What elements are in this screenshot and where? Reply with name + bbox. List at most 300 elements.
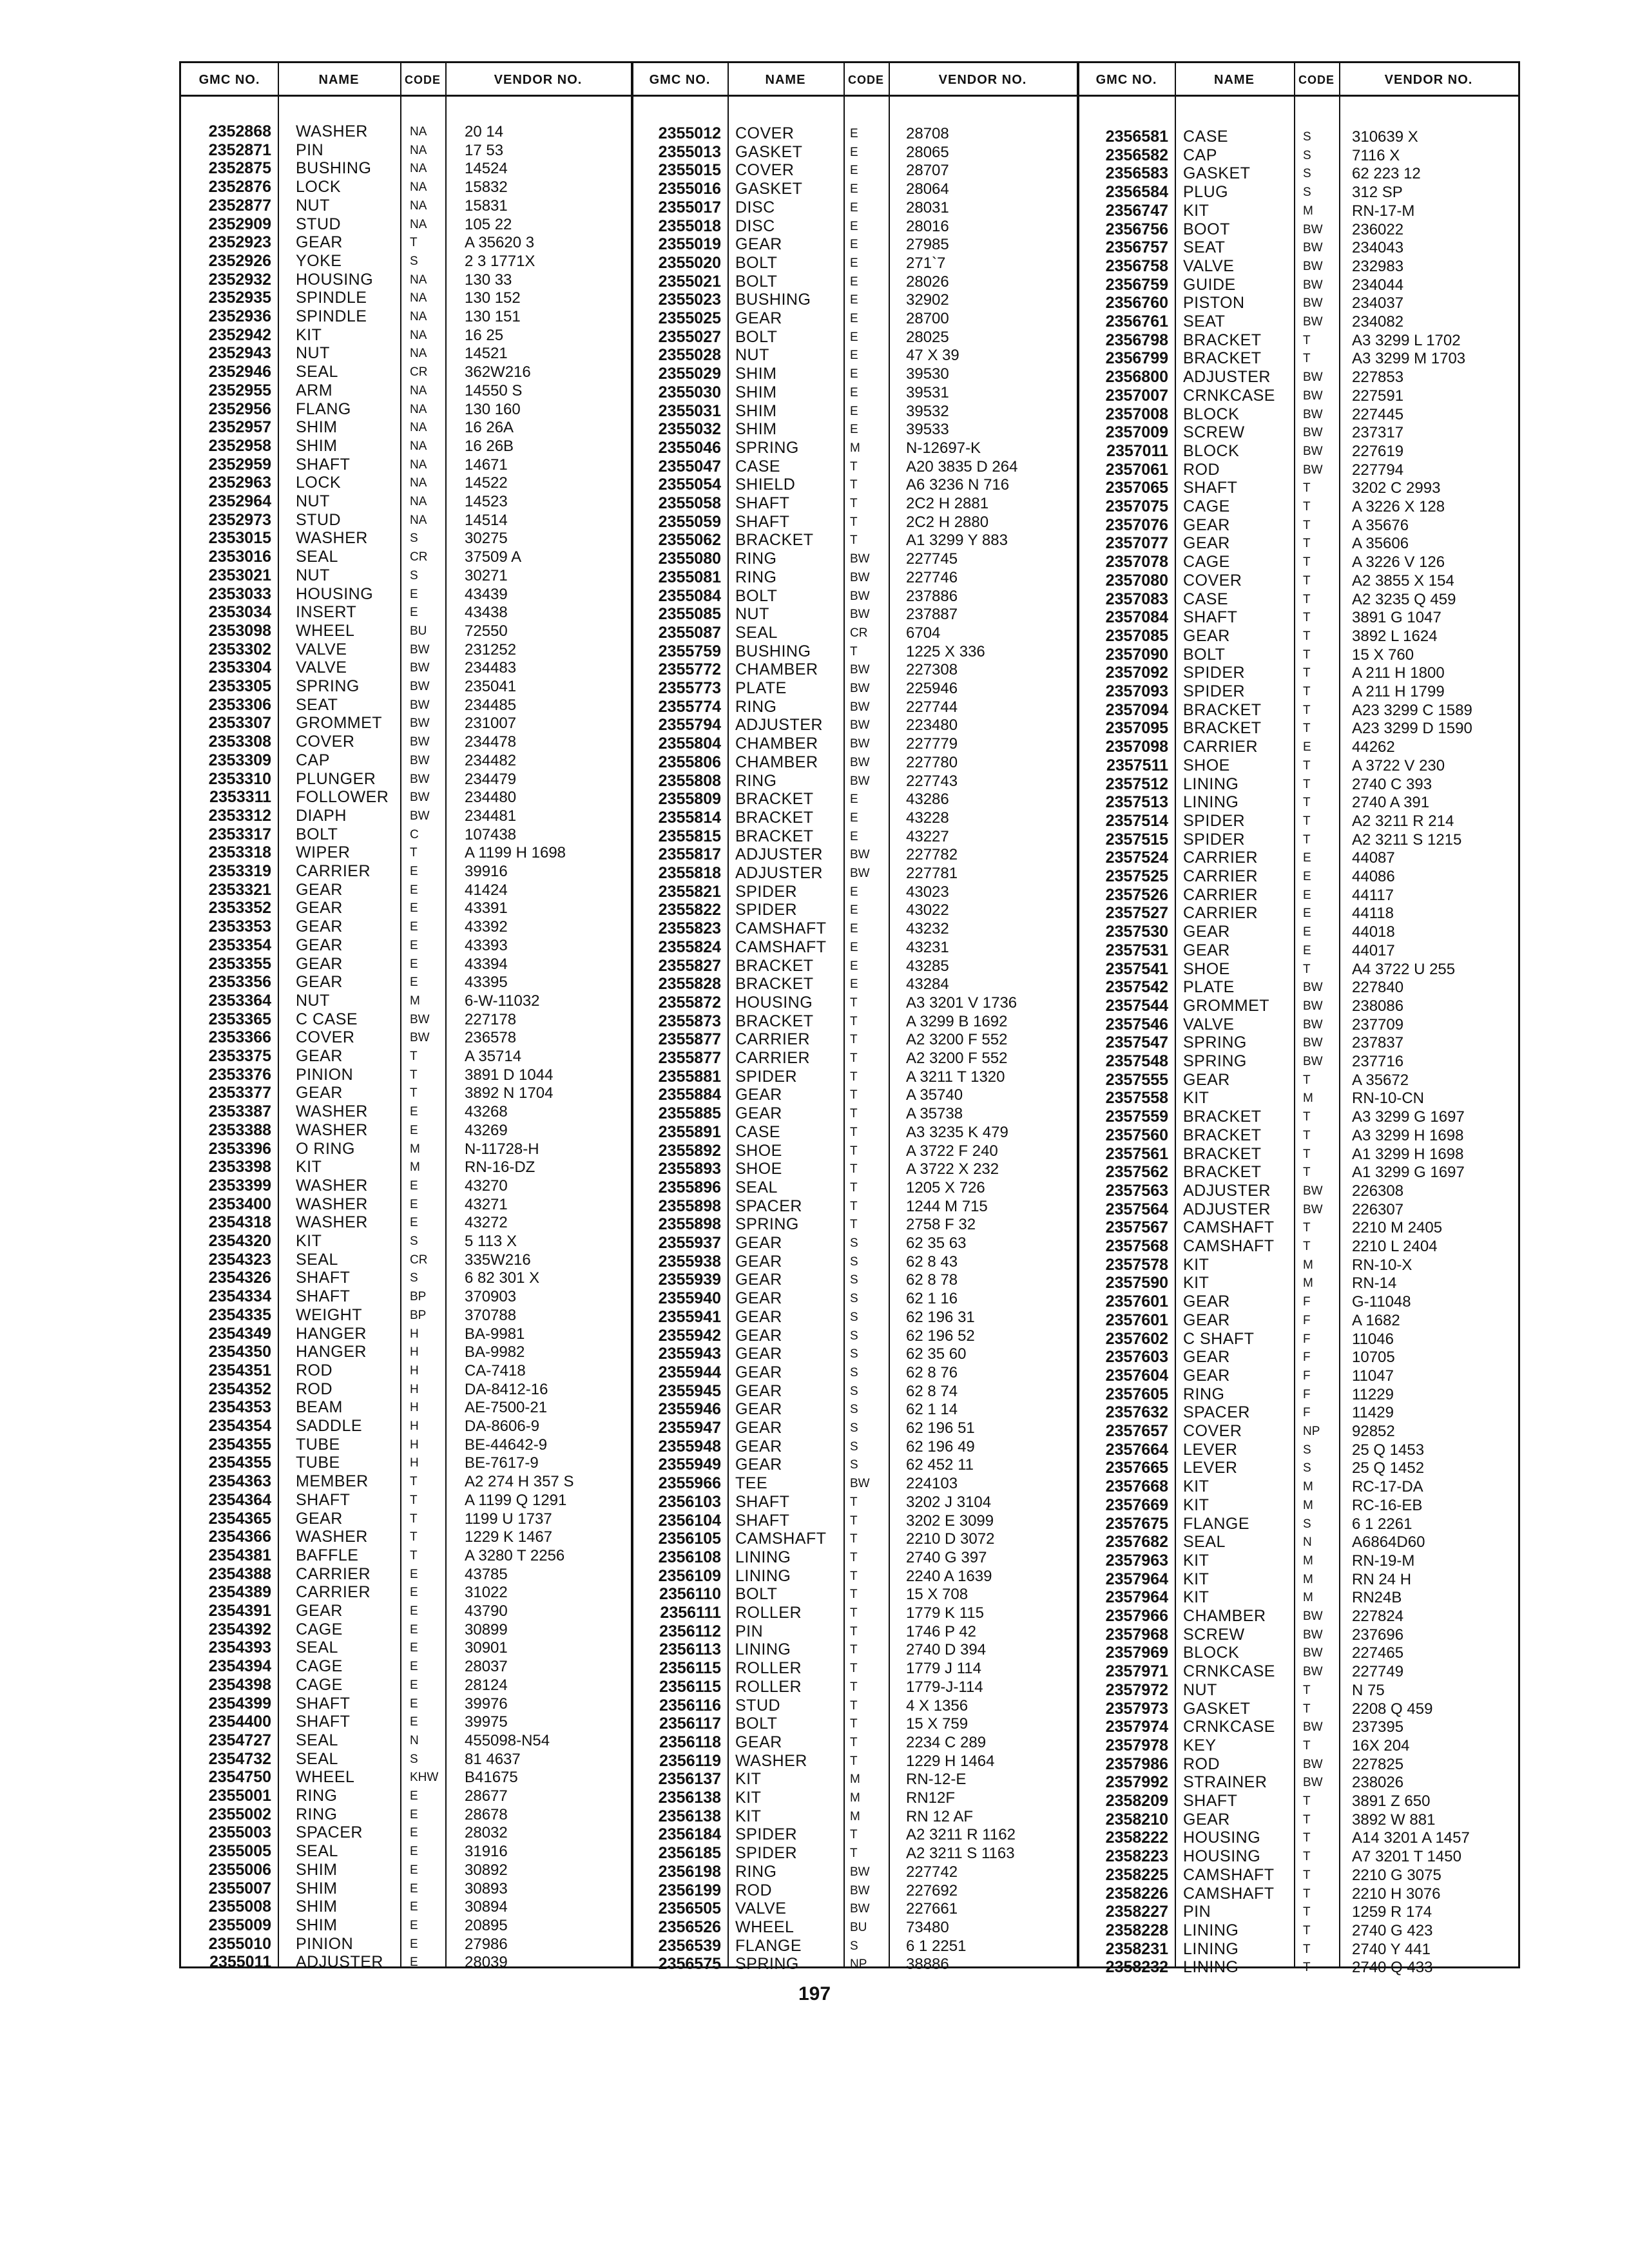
vendor-code: T [850, 1014, 858, 1028]
gmc-number: 2357605 [1105, 1385, 1168, 1403]
gmc-number: 2357514 [1105, 811, 1168, 830]
vendor-number: 62 8 43 [906, 1253, 958, 1271]
gmc-number: 2355025 [658, 309, 721, 327]
part-name: FLANG [296, 399, 351, 418]
gmc-number: 2353304 [208, 658, 271, 677]
vendor-number: 2740 D 394 [906, 1641, 987, 1659]
vendor-number: A 3722 X 232 [906, 1160, 999, 1178]
vendor-number: RN12F [906, 1789, 956, 1807]
vendor-number: 25 Q 1453 [1352, 1441, 1425, 1459]
part-name: WASHER [296, 529, 368, 548]
vendor-code: H [410, 1363, 419, 1378]
gmc-number: 2355808 [658, 771, 721, 790]
vendor-number: A2 3211 R 1162 [906, 1826, 1016, 1844]
vendor-code: T [850, 1717, 858, 1731]
vendor-code: F [1303, 1369, 1311, 1383]
vendor-number: A 35676 [1352, 516, 1409, 534]
vendor-number: 1244 M 715 [906, 1197, 988, 1215]
gmc-number: 2355023 [658, 291, 721, 309]
vendor-code: BW [1303, 1202, 1323, 1216]
vendor-number: 224103 [906, 1475, 958, 1493]
gmc-number: 2354727 [208, 1731, 271, 1749]
vendor-code: E [410, 865, 418, 878]
vendor-code: M [850, 441, 860, 455]
part-name: ADJUSTER [1183, 368, 1271, 387]
vendor-code: N [1303, 1535, 1312, 1550]
vendor-number: 3892 L 1624 [1352, 627, 1438, 645]
gmc-number: 2355898 [658, 1196, 721, 1215]
gmc-number: 2355772 [658, 660, 721, 679]
vendor-code: T [850, 644, 858, 658]
part-name: VALVE [1183, 1015, 1235, 1033]
part-name: CHAMBER [735, 753, 818, 771]
gmc-number: 2357077 [1105, 534, 1168, 553]
vendor-number: 62 35 60 [906, 1345, 967, 1363]
vendor-number: 28031 [906, 198, 949, 216]
part-name: FOLLOWER [296, 788, 389, 807]
gmc-number: 2358222 [1105, 1829, 1168, 1847]
vendor-code: BW [850, 1902, 870, 1916]
part-name: ROLLER [735, 1659, 802, 1678]
gmc-number: 2357513 [1105, 793, 1168, 812]
vendor-code: E [410, 957, 418, 971]
vendor-code: T [850, 1088, 858, 1102]
header-gmc-1: GMC NO. [181, 63, 278, 97]
part-name: SEAL [735, 623, 778, 642]
vendor-code: E [850, 959, 858, 973]
gmc-number: 2355774 [658, 697, 721, 716]
vendor-number: 43023 [906, 883, 949, 901]
vendor-code: T [1303, 592, 1311, 606]
gmc-number: 2353305 [208, 677, 271, 695]
vendor-number: 2210 L 2404 [1352, 1238, 1438, 1255]
gmc-number: 2355047 [658, 457, 721, 476]
gmc-number: 2353388 [208, 1120, 271, 1139]
gmc-number: 2358210 [1105, 1810, 1168, 1829]
vendor-code: E [850, 164, 858, 178]
part-name: GEAR [1183, 1070, 1230, 1089]
vendor-number: 39532 [906, 402, 949, 420]
part-name: RING [1183, 1385, 1225, 1403]
part-name: BLOCK [1183, 441, 1240, 460]
part-name: STUD [735, 1696, 781, 1715]
part-name: KIT [296, 325, 322, 344]
vendor-code: BW [850, 848, 870, 862]
vendor-number: RN 24 H [1352, 1570, 1412, 1588]
gmc-number: 2355017 [658, 198, 721, 216]
gmc-number: 2352956 [208, 399, 271, 418]
vendor-number: A 211 H 1799 [1352, 683, 1445, 700]
vendor-code: T [850, 1514, 858, 1528]
vendor-code: M [410, 1160, 420, 1175]
part-name: O RING [296, 1139, 355, 1158]
part-name: GASKET [735, 180, 803, 198]
vendor-number: 2C2 H 2881 [906, 495, 989, 512]
vendor-code: T [1303, 1868, 1311, 1882]
vendor-number: 1229 H 1464 [906, 1752, 995, 1770]
part-name: GEAR [735, 1419, 782, 1437]
part-name: CRNKCASE [1183, 386, 1275, 405]
vendor-code: NA [410, 328, 427, 342]
part-name: SPRING [735, 438, 799, 457]
vendor-code: S [850, 1329, 858, 1343]
vendor-number: 39531 [906, 383, 949, 401]
part-name: SPACER [735, 1196, 802, 1215]
gmc-number: 2352955 [208, 381, 271, 399]
vendor-code: T [1303, 814, 1311, 828]
part-name: GEAR [735, 1234, 782, 1252]
vendor-number: 44086 [1352, 868, 1395, 885]
gmc-number: 2356115 [659, 1677, 721, 1696]
vendor-code: BW [850, 552, 870, 566]
part-name: NUT [1183, 1680, 1217, 1699]
vendor-code: BW [850, 700, 870, 714]
gmc-number: 2356184 [658, 1825, 721, 1844]
part-name: TEE [735, 1474, 768, 1493]
part-name: COVER [1183, 1422, 1242, 1440]
vendor-number: 237716 [1352, 1053, 1404, 1070]
part-name: CARRIER [1183, 849, 1258, 867]
part-name: KIT [1183, 1570, 1210, 1588]
vendor-number: 227692 [906, 1881, 958, 1899]
part-name: GEAR [296, 1602, 343, 1620]
vendor-code: T [850, 1680, 858, 1694]
vendor-code: T [1303, 629, 1311, 643]
vendor-number: A1 3299 G 1697 [1352, 1164, 1465, 1182]
part-name: SPRING [1183, 1052, 1247, 1070]
vendor-number: A6864D60 [1352, 1533, 1425, 1552]
vendor-code: T [850, 995, 858, 1010]
vendor-number: A4 3722 U 255 [1352, 960, 1456, 978]
gmc-number: 2353375 [208, 1047, 271, 1065]
vendor-number: 234082 [1352, 313, 1404, 331]
gmc-number: 2356575 [658, 1955, 721, 1974]
part-name: SHAFT [735, 1492, 790, 1511]
part-name: SPIDER [735, 1844, 798, 1863]
vendor-code: BW [1303, 1036, 1323, 1050]
vendor-number: 44118 [1352, 905, 1394, 923]
gmc-number: 2355945 [658, 1381, 721, 1400]
vendor-number: 43285 [906, 957, 949, 975]
vendor-code: T [850, 1162, 858, 1177]
vendor-number: 31022 [465, 1584, 508, 1602]
part-name: PLUNGER [296, 769, 376, 788]
gmc-number: 2352923 [208, 233, 271, 252]
vendor-code: BW [410, 753, 430, 767]
gmc-number: 2353015 [208, 529, 271, 548]
vendor-number: 47 X 39 [906, 347, 959, 365]
part-name: SHAFT [735, 494, 790, 512]
vendor-number: 227619 [1352, 442, 1404, 460]
part-name: LEVER [1183, 1459, 1238, 1477]
part-name: SEAL [296, 1731, 338, 1749]
part-name: VALVE [735, 1899, 787, 1918]
part-name: VALVE [1183, 256, 1235, 275]
vendor-number: 28039 [465, 1954, 508, 1972]
gmc-number: 2357969 [1105, 1644, 1168, 1662]
part-name: CARRIER [1183, 867, 1258, 885]
gmc-number: 2355027 [658, 327, 721, 346]
gmc-number: 2354323 [208, 1250, 271, 1269]
gmc-number: 2355893 [658, 1160, 721, 1178]
vendor-code: E [850, 145, 858, 159]
gmc-number: 2357964 [1105, 1570, 1168, 1588]
vendor-code: E [410, 606, 418, 620]
vendor-code: NP [1303, 1425, 1320, 1438]
part-name: SHIM [296, 436, 338, 455]
vendor-code: M [850, 1773, 860, 1787]
vendor-number: 39976 [465, 1695, 508, 1713]
vendor-number: RN-16-DZ [465, 1158, 535, 1177]
vendor-number: 1779 K 115 [906, 1604, 984, 1622]
gmc-number: 2356116 [659, 1696, 721, 1715]
vendor-number: A3 3201 V 1736 [906, 994, 1017, 1012]
vendor-code: CR [850, 626, 868, 640]
vendor-code: BW [1303, 426, 1323, 440]
vendor-number: A 3280 T 2256 [465, 1546, 565, 1564]
vendor-code: E [850, 367, 858, 381]
gmc-number: 2356111 [660, 1604, 721, 1622]
vendor-code: T [1303, 1110, 1311, 1124]
gmc-number: 2354320 [208, 1232, 271, 1250]
header-gmc-2: GMC NO. [632, 63, 728, 97]
part-name: CAMSHAFT [1183, 1884, 1275, 1903]
part-name: SPINDLE [296, 307, 367, 325]
vendor-number: A2 3200 F 552 [906, 1031, 1008, 1049]
vendor-code: NA [410, 180, 427, 195]
gmc-number: 2355015 [658, 161, 721, 180]
part-name: SPIDER [735, 901, 798, 919]
vendor-number: 236578 [465, 1029, 517, 1047]
gmc-number: 2358223 [1105, 1847, 1168, 1866]
vendor-number: 2240 A 1639 [906, 1567, 992, 1585]
part-name: GEAR [1183, 534, 1230, 553]
vendor-code: T [850, 1643, 858, 1657]
part-name: SHIM [296, 418, 338, 437]
vendor-code: T [850, 1199, 858, 1213]
part-name: CAGE [296, 1620, 343, 1639]
part-name: KIT [1183, 1255, 1210, 1274]
vendor-code: T [850, 1180, 858, 1195]
vendor-code: BW [410, 716, 430, 731]
gmc-number: 2353318 [208, 843, 271, 862]
vendor-code: S [410, 532, 418, 546]
vendor-code: BW [850, 1865, 870, 1879]
gmc-number: 2357604 [1105, 1366, 1168, 1385]
header-name-3: NAME [1175, 63, 1294, 97]
vendor-number: A3 3299 G 1697 [1352, 1108, 1465, 1126]
vendor-code: NA [410, 162, 427, 176]
part-name: LINING [735, 1566, 791, 1585]
vendor-number: 227825 [1352, 1755, 1404, 1773]
rule [278, 63, 279, 1966]
part-name: ADJUSTER [1183, 1200, 1271, 1218]
vendor-code: BW [1303, 407, 1323, 421]
vendor-code: BW [850, 774, 870, 788]
part-name: KIT [735, 1807, 762, 1825]
vendor-number: 38886 [906, 1956, 949, 1974]
vendor-code: T [850, 1495, 858, 1509]
gmc-number: 2353311 [209, 788, 271, 807]
vendor-number: RN-10-X [1352, 1256, 1412, 1274]
vendor-code: E [410, 1604, 418, 1618]
part-name: CASE [735, 457, 781, 476]
vendor-number: 2210 D 3072 [906, 1530, 995, 1548]
vendor-number: 225946 [906, 680, 958, 697]
vendor-code: E [410, 1881, 418, 1896]
gmc-number: 2353365 [208, 1010, 271, 1028]
gmc-number: 2356747 [1105, 201, 1168, 220]
gmc-number: 2355030 [658, 383, 721, 401]
vendor-code: C [410, 827, 419, 841]
gmc-number: 2357092 [1105, 664, 1168, 682]
part-name: GEAR [735, 1345, 782, 1363]
vendor-code: T [1303, 537, 1311, 551]
part-name: SHAFT [1183, 479, 1238, 497]
part-name: SHAFT [296, 1694, 351, 1713]
vendor-number: A2 3855 X 154 [1352, 572, 1454, 590]
gmc-number: 2352875 [208, 159, 271, 178]
part-name: PIN [296, 140, 324, 159]
vendor-code: BW [1303, 278, 1323, 292]
gmc-number: 2357668 [1105, 1477, 1168, 1496]
vendor-code: BW [1303, 296, 1323, 311]
vendor-number: 6 1 2251 [906, 1937, 967, 1955]
part-name: KIT [1183, 1588, 1210, 1607]
gmc-number: 2356526 [658, 1917, 721, 1936]
gmc-number: 2352957 [208, 418, 271, 437]
part-name: LOCK [296, 474, 342, 492]
vendor-number: 27985 [906, 236, 949, 254]
vendor-code: F [1303, 1313, 1311, 1327]
vendor-number: 1205 X 726 [906, 1178, 985, 1196]
part-name: GEAR [296, 233, 343, 252]
part-name: WHEEL [735, 1917, 795, 1936]
part-name: LOCK [296, 178, 342, 197]
vendor-number: 3891 D 1044 [465, 1066, 554, 1084]
vendor-number: 28026 [906, 273, 949, 291]
part-name: BOLT [735, 327, 778, 346]
vendor-code: T [1303, 1073, 1311, 1087]
part-name: SHOE [735, 1160, 782, 1178]
gmc-number: 2355892 [658, 1141, 721, 1160]
part-name: ADJUSTER [735, 864, 823, 882]
vendor-code: M [850, 1809, 860, 1823]
gmc-number: 2356117 [659, 1715, 721, 1733]
part-name: HOUSING [1183, 1847, 1261, 1866]
gmc-number: 2355007 [208, 1879, 271, 1898]
vendor-code: NA [410, 198, 427, 213]
vendor-number: 227178 [465, 1010, 517, 1028]
vendor-code: E [850, 423, 858, 437]
vendor-code: T [1303, 500, 1311, 514]
part-name: GEAR [735, 1733, 782, 1751]
gmc-number: 2356118 [659, 1733, 721, 1751]
part-name: GEAR [735, 1326, 782, 1345]
part-name: SEAT [296, 695, 338, 714]
gmc-number: 2353398 [208, 1158, 271, 1177]
vendor-code: BW [410, 735, 430, 749]
gmc-number: 2355031 [658, 401, 721, 420]
vendor-code: M [1303, 204, 1313, 218]
vendor-number: 62 196 52 [906, 1327, 975, 1345]
vendor-code: T [410, 1086, 418, 1100]
gmc-number: 2356103 [658, 1492, 721, 1511]
header-name-2: NAME [728, 63, 843, 97]
vendor-code: BW [850, 755, 870, 769]
gmc-number: 2353321 [208, 880, 271, 899]
vendor-code: T [1303, 962, 1311, 976]
gmc-number: 2357527 [1105, 904, 1168, 923]
part-name: GEAR [735, 1437, 782, 1456]
vendor-number: A2 3200 F 552 [906, 1050, 1008, 1067]
gmc-number: 2354393 [208, 1639, 271, 1657]
part-name: KIT [1183, 1274, 1210, 1293]
vendor-number: 2740 Q 433 [1352, 1959, 1433, 1977]
header-vendor-2: VENDOR NO. [889, 63, 1077, 97]
vendor-number: 2740 G 423 [1352, 1921, 1433, 1939]
gmc-number: 2357669 [1105, 1495, 1168, 1514]
part-name: CRNKCASE [1183, 1718, 1275, 1736]
gmc-number: 2357065 [1105, 479, 1168, 497]
vendor-number: A7 3201 T 1450 [1352, 1848, 1461, 1866]
gmc-number: 2357963 [1105, 1551, 1168, 1570]
vendor-number: 2C2 H 2880 [906, 513, 989, 531]
vendor-number: 30893 [465, 1879, 508, 1898]
part-name: BRACKET [735, 956, 814, 975]
vendor-number: 14514 [465, 511, 508, 529]
vendor-code: E [850, 977, 858, 992]
gmc-number: 2354349 [208, 1324, 271, 1343]
vendor-code: BW [1303, 315, 1323, 329]
gmc-number: 2357567 [1105, 1218, 1168, 1237]
gmc-number: 2357972 [1105, 1680, 1168, 1699]
vendor-number: 62 1 14 [906, 1401, 958, 1419]
vendor-number: RN-17-M [1352, 202, 1415, 220]
gmc-number: 2355002 [208, 1805, 271, 1823]
vendor-number: 30271 [465, 566, 508, 584]
part-name: GEAR [735, 1289, 782, 1308]
vendor-number: 234479 [465, 770, 517, 788]
gmc-number: 2355872 [658, 993, 721, 1012]
vendor-code: T [410, 1548, 418, 1562]
vendor-code: NA [410, 273, 427, 287]
part-name: CASE [1183, 590, 1229, 608]
vendor-number: 43394 [465, 955, 508, 973]
gmc-number: 2355032 [658, 420, 721, 439]
vendor-number: B41675 [465, 1769, 518, 1787]
vendor-number: 1225 X 336 [906, 642, 985, 660]
vendor-code: T [1303, 1221, 1311, 1235]
part-name: SEAT [1183, 312, 1226, 331]
part-name: HOUSING [1183, 1829, 1261, 1847]
gmc-number: 2357555 [1105, 1070, 1168, 1089]
gmc-number: 2357561 [1105, 1144, 1168, 1163]
gmc-number: 2357974 [1105, 1718, 1168, 1736]
vendor-code: E [850, 885, 858, 899]
vendor-number: 20895 [465, 1916, 508, 1934]
gmc-number: 2356115 [659, 1659, 721, 1678]
part-name: GASKET [1183, 164, 1251, 183]
gmc-number: 2352958 [208, 436, 271, 455]
part-name: FLANGE [1183, 1514, 1250, 1533]
vendor-number: 43439 [465, 585, 508, 603]
gmc-number: 2354398 [208, 1675, 271, 1694]
part-name: SPIDER [1183, 664, 1246, 682]
vendor-number: 231007 [465, 715, 517, 733]
gmc-number: 2353353 [208, 918, 271, 936]
vendor-number: 227591 [1352, 387, 1404, 405]
